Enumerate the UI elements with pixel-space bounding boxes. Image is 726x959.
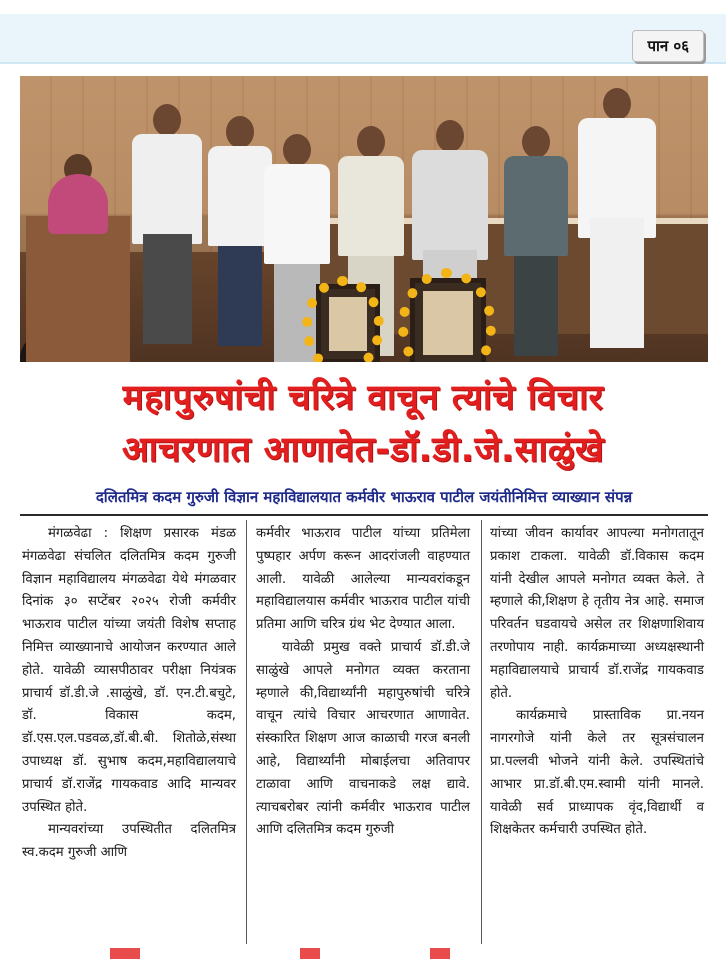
next-article-edge (0, 948, 726, 959)
paragraph: मंगळवेढा : शिक्षण प्रसारक मंडळ मंगळवेढा संचलित दलितमित्र कदम गुरुजी विज्ञान महाविद्यालय मंगळवेढा येथे मंगळवार दिनांक ३० सप्टेंबर २०२५ रोजी कर्मवीर भाऊराव पाटील यांच्या जयंती विशेष सप्ताह निमित्त व्याख्यानाचे आयोजन करण्यात आले होते. यावेळी व्यासपीठावर परीक्षा नियंत्रक प्राचार्य डॉ.डी.जे .साळुंखे, डॉ. एन.टी.बचुटे, डॉ. विकास कदम, डॉ.एस.एल.पडवळ,डॉ.बी.बी. शितोळे,संस्था उपाध्यक्ष डॉ. सुभाष कदम,महाविद्यालयाचे प्राचार्य डॉ.राजेंद्र गायकवाड आदि मान्यवर उपस्थित होते. (22, 526, 236, 815)
paragraph: मान्यवरांच्या उपस्थितीत दलितमित्र स्व.कदम गुरुजी आणि (22, 822, 236, 861)
headline-line-2: आचरणात आणावेत-डॉ.डी.जे.साळुंखे (121, 430, 605, 470)
page-header-band (0, 0, 726, 64)
headline-line-1: महापुरुषांची चरित्रे वाचून त्यांचे विचार (122, 378, 604, 418)
paragraph: कर्मवीर भाऊराव पाटील यांच्या प्रतिमेला पुष्पहार अर्पण करून आदरांजली वाहण्यात आली. यावेळी आलेल्या मान्यवरांकडून महाविद्यालयास कर्मवीर भाऊराव पाटील यांची प्रतिमा आणि चरित्र ग्रंथ भेट देण्यात आला. (256, 526, 470, 633)
paragraph: यांच्या जीवन कार्यावर आपल्या मनोगतातून प्रकाश टाकला. यावेळी डॉ.विकास कदम यांनी देखील आपले मनोगत व्यक्त केले. ते म्हणाले की,शिक्षण हे तृतीय नेत्र आहे. समाज परिवर्तन घडवायचे असेल तर शिक्षणाशिवाय तरणोपाय नाही. कार्यक्रमाच्या अध्यक्षस्थानी महाविद्यालयाचे प्राचार्य डॉ.राजेंद्र गायकवाड होते. (490, 526, 704, 701)
guest-7 (578, 88, 656, 360)
page-number-tag: पान ०६ (632, 30, 704, 62)
article-headline (0, 372, 726, 476)
article-subheadline: दलितमित्र कदम गुरुजी विज्ञान महाविद्यालयात कर्मवीर भाऊराव पाटील जयंतीनिमित्त व्याख्यान संपन्न (95, 488, 633, 506)
column-divider (481, 520, 482, 944)
article-column-2 (256, 523, 470, 842)
paragraph: कार्यक्रमाचे प्रास्ताविक प्रा.नयन नागरगोजे यांनी केले तर सूत्रसंचालन प्रा.पल्लवी भोजने यांनी केले. उपस्थितांचे आभार प्रा.डॉ.बी.एम.स्वामी यांनी मानले. यावेळी सर्व प्राध्यापक वृंद,विद्यार्थी व शिक्षकेतर कर्मचारी उपस्थित होते. (490, 708, 704, 838)
paragraph: यावेळी प्रमुख वक्ते प्राचार्य डॉ.डी.जे साळुंखे आपले मनोगत व्यक्त करताना म्हणाले की,विद्यार्थ्यांनी महापुरुषांची चरित्रे वाचून त्यांचे विचार आचरणात आणावेत. संस्कारित शिक्षण आज काळाची गरज बनली आहे, विद्यार्थ्यांनी मोबाईलचा अतिवापर टाळावा आणि वाचनाकडे लक्ष द्यावे. त्याचबरोबर त्यांनी कर्मवीर भाऊराव पाटील आणि दलितमित्र कदम गुरुजी (256, 639, 470, 838)
podium (26, 216, 130, 362)
article-column-3 (490, 523, 704, 842)
guest-2 (208, 116, 272, 356)
seated-person (48, 174, 108, 234)
subheadline-rule (20, 514, 708, 516)
guest-6 (504, 126, 568, 358)
guest-1 (132, 104, 202, 354)
event-photo (20, 76, 708, 362)
column-divider (246, 520, 247, 944)
article-column-1 (22, 523, 236, 865)
